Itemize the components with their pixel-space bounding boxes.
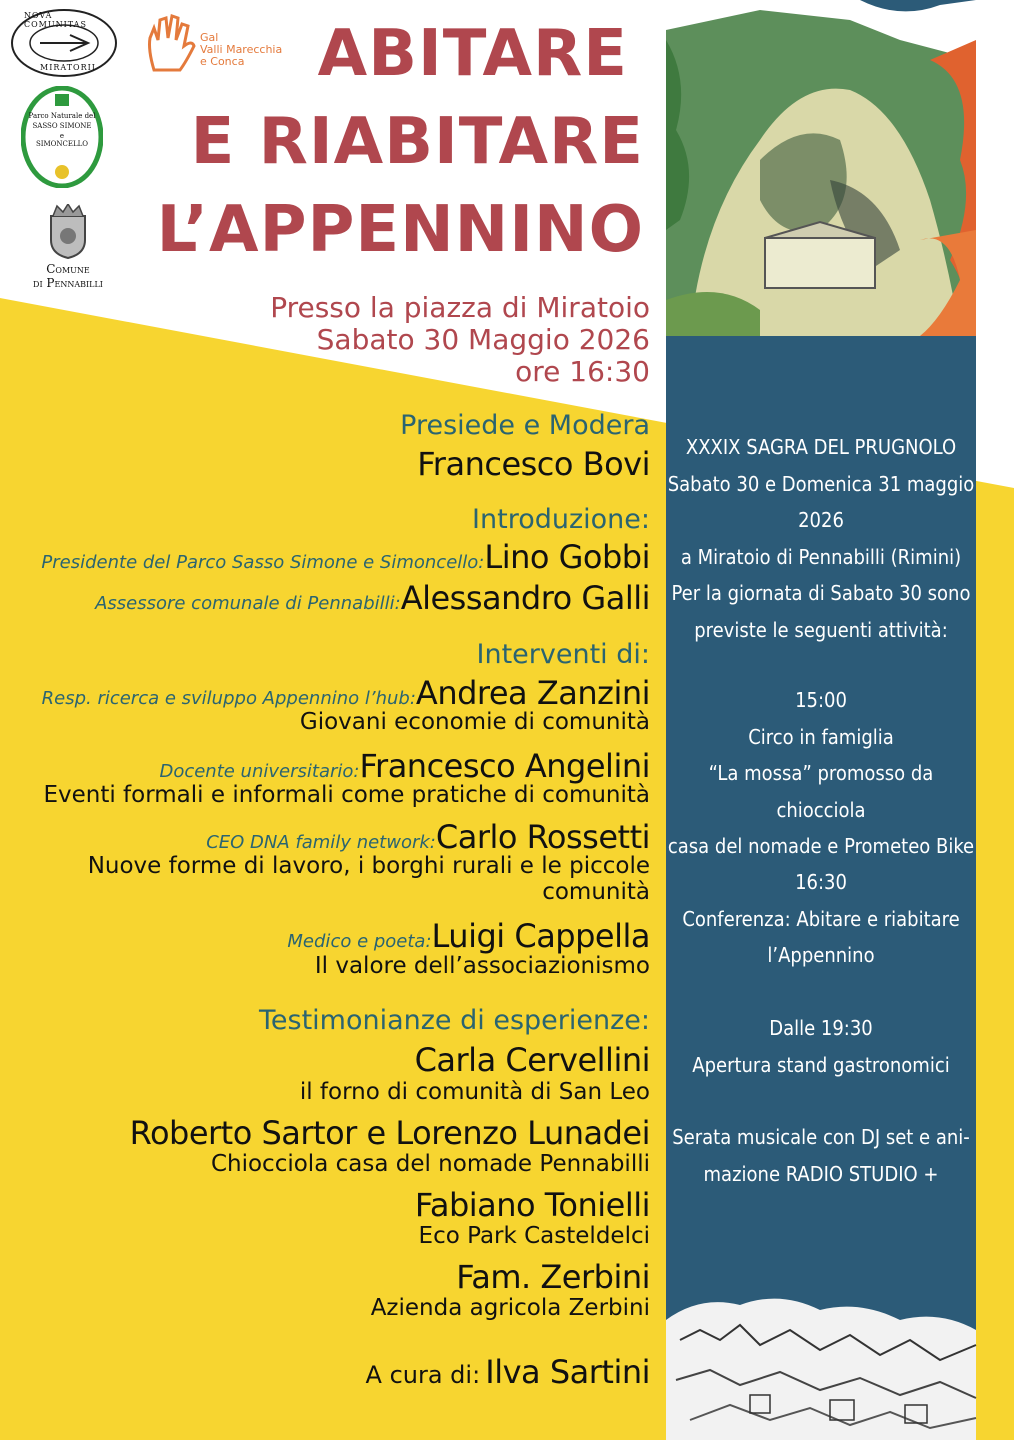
nova-comunitas-logo <box>10 8 118 78</box>
comune-line2: di Pennabilli <box>33 276 103 290</box>
sidebar-activity-music <box>666 1119 976 1192</box>
parco-line3: e <box>59 132 65 140</box>
sidebar-festival-info <box>666 429 976 648</box>
event-place: Presso la piazza di Miratoio <box>270 291 650 324</box>
testimonial-name: Carla Cervellini <box>414 1041 650 1079</box>
village-sketch <box>666 1299 976 1440</box>
gal-logo <box>144 10 284 80</box>
title-line2: E RIABITARE <box>190 105 644 179</box>
curator-label: A cura di: <box>365 1361 481 1389</box>
testimonial-desc: Azienda agricola Zerbini <box>370 1295 650 1321</box>
activity-time: Dalle 19:30 <box>769 1016 873 1040</box>
talk-topic: Giovani economie di comunità <box>299 709 650 735</box>
sidebar-line: 2026 <box>798 508 844 532</box>
talk-speaker: Carlo Rossetti <box>435 818 650 856</box>
sidebar-activity-conference <box>666 864 976 974</box>
gal-line2: Valli Marecchia <box>200 43 283 56</box>
gal-line3: e Conca <box>200 55 245 68</box>
activity-line: l’Appennino <box>767 943 875 967</box>
testimonial-desc: il forno di comunità di San Leo <box>299 1079 650 1105</box>
curator-name: Ilva Sartini <box>485 1353 650 1391</box>
intro-heading: Introduzione: <box>472 504 650 535</box>
talk-role: Medico e poeta: <box>287 931 432 952</box>
testimonials-heading: Testimonianze di esperienze: <box>259 1005 650 1036</box>
parco-logo <box>21 86 103 188</box>
activity-line: Circo in famiglia <box>748 724 894 749</box>
talk-topic-continued: comunità <box>542 879 650 905</box>
activity-line: “La mossa” promosso da chiocciola <box>708 761 934 822</box>
title-line1: ABITARE <box>317 17 628 91</box>
talk-speaker: Andrea Zanzini <box>415 674 650 712</box>
talk-role: CEO DNA family network: <box>206 832 436 853</box>
testimonial-name: Fam. Zerbini <box>456 1258 650 1296</box>
testimonial-name: Fabiano Tonielli <box>414 1186 650 1224</box>
sidebar-line: a Miratoio di Pennabilli (Rimini) <box>680 544 962 569</box>
sidebar-activity-food <box>666 1010 976 1083</box>
sidebar-line: Per la giornata di Sabato 30 sono <box>671 581 971 605</box>
talk-speaker-row <box>41 674 650 712</box>
testimonial-name: Roberto Sartor e Lorenzo Lunadei <box>129 1114 650 1152</box>
talk-speaker-row <box>206 818 650 856</box>
sidebar-line: XXXIX SAGRA DEL PRUGNOLO <box>685 435 957 459</box>
intro-name: Alessandro Galli <box>400 579 650 617</box>
testimonial-desc: Chiocciola casa del nomade Pennabilli <box>210 1151 650 1177</box>
comune-logo <box>20 204 116 294</box>
event-date: Sabato 30 Maggio 2026 <box>316 323 650 356</box>
talk-topic: Eventi formali e informali come pratiche di comunità <box>43 782 650 808</box>
intro-role: Assessore comunale di Pennabilli: <box>95 593 401 614</box>
intro-name: Lino Gobbi <box>484 538 650 576</box>
parco-line4: SIMONCELLO <box>35 140 89 148</box>
talks-heading: Interventi di: <box>476 639 650 670</box>
activity-line: Conferenza: Abitare e riabitare <box>682 906 960 931</box>
talk-role: Docente universitario: <box>159 761 360 782</box>
talk-role: Resp. ricerca e sviluppo Appennino l’hub: <box>41 688 416 709</box>
sidebar-line: previste le seguenti attività: <box>694 617 948 642</box>
talk-speaker: Luigi Cappella <box>431 917 650 955</box>
parco-line2: SASSO SIMONE <box>32 122 92 130</box>
activity-time: 15:00 <box>795 688 847 712</box>
intro-role: Presidente del Parco Sasso Simone e Simoncello: <box>41 552 485 573</box>
talk-speaker-row <box>159 747 650 785</box>
title-line3: L’APPENNINO <box>156 193 644 267</box>
testimonial-desc: Eco Park Casteldelci <box>418 1223 650 1249</box>
talk-speaker: Francesco Angelini <box>359 747 650 785</box>
coat-of-arms-icon <box>43 204 93 260</box>
talk-topic: Nuove forme di lavoro, i borghi rurali e le piccole <box>87 853 650 879</box>
parco-line1: Parco Naturale del <box>28 112 96 120</box>
gal-line1: Gal <box>200 31 219 44</box>
hand-icon <box>144 10 196 78</box>
intro-row <box>95 579 650 617</box>
mountain-painting <box>666 0 976 336</box>
nova-comunitas-top-text: NOVA COMUNITAS <box>24 11 87 29</box>
activity-line: mazione RADIO STUDIO + <box>703 1161 939 1186</box>
talk-speaker-row <box>287 917 650 955</box>
activity-line: casa del nomade e Prometeo Bike <box>667 834 975 858</box>
sidebar-activity-circus <box>666 682 976 865</box>
talk-topic: Il valore dell’associazionismo <box>314 953 650 979</box>
sidebar-line: Sabato 30 e Domenica 31 maggio <box>667 471 975 496</box>
curator-row <box>365 1353 650 1391</box>
activity-line: Serata musicale con DJ set e ani- <box>672 1125 970 1149</box>
moderator-heading: Presiede e Modera <box>400 410 650 441</box>
nova-comunitas-bottom-text: MIRATORII <box>40 63 96 72</box>
comune-line1: Comune <box>46 262 90 276</box>
event-time: ore 16:30 <box>515 355 650 388</box>
activity-time: 16:30 <box>795 870 847 894</box>
intro-row <box>41 538 650 576</box>
moderator-name: Francesco Bovi <box>417 445 650 483</box>
activity-line: Apertura stand gastronomici <box>692 1052 950 1077</box>
